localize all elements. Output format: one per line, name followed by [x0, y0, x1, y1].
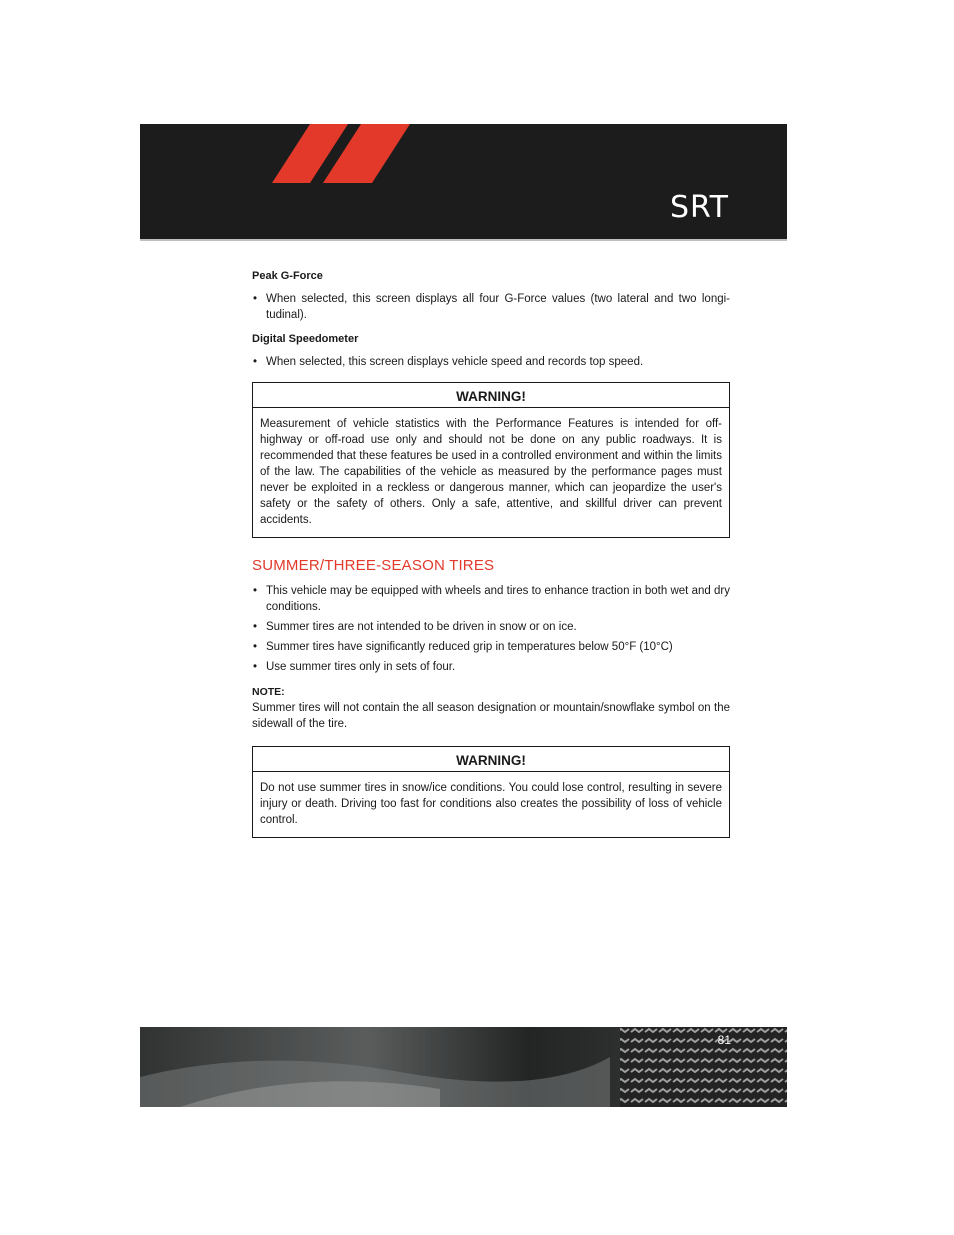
tires-list — [252, 583, 730, 675]
list-item: • When selected, this screen displays all four G-Force values (two lateral and two longi-tudinal). — [252, 291, 730, 323]
page-content — [252, 262, 730, 858]
list-item: • This vehicle may be equipped with wheels and tires to enhance traction in both wet and dry conditions. — [252, 583, 730, 615]
warning-title: WARNING! — [253, 747, 729, 772]
note-label: NOTE: — [252, 686, 285, 698]
section-title-srt: SRT — [669, 190, 729, 225]
digital-speedometer-list — [252, 354, 730, 370]
warning-body: Do not use summer tires in snow/ice conditions. You could lose control, resulting in severe injury or death. Driving too fast for conditions also creates the possibility of loss of vehicle control. — [260, 782, 722, 826]
list-item: • Use summer tires only in sets of four. — [252, 659, 730, 675]
page-footer-banner — [140, 1027, 787, 1107]
page-header-banner — [140, 124, 787, 241]
page-number: 81 — [717, 1033, 731, 1047]
footer-photo-image — [140, 1027, 787, 1107]
digital-speedometer-heading: Digital Speedometer — [252, 333, 359, 345]
warning-title: WARNING! — [253, 383, 729, 408]
list-item: • Summer tires are not intended to be driven in snow or on ice. — [252, 619, 730, 635]
tires-section-title: SUMMER/THREE-SEASON TIRES — [252, 557, 495, 574]
warning-body: Measurement of vehicle statistics with the Performance Features is intended for off-highway or off-road use only and should not be done on any public roadways. It is recommended that these features be used in a controlled environment and within the limits of the law. The capabilities of the vehicle as measured by the performance pages must never be exploited in a reckless or dangerous manner, which can jeopardize the user's safety or the safety of others. Only a safe, attentive, and skillful driver can prevent accidents. — [260, 418, 722, 526]
note-text: Summer tires will not contain the all season designation or mountain/snowflake symbol on the sidewall of the tire. — [252, 702, 730, 730]
warning-box-summer-tires — [252, 746, 730, 838]
list-item: • Summer tires have significantly reduced grip in temperatures below 50°F (10°C) — [252, 639, 730, 655]
peak-g-force-heading: Peak G-Force — [252, 270, 323, 282]
list-item: • When selected, this screen displays vehicle speed and records top speed. — [252, 354, 730, 370]
peak-g-force-list — [252, 291, 730, 323]
warning-box-performance — [252, 382, 730, 538]
